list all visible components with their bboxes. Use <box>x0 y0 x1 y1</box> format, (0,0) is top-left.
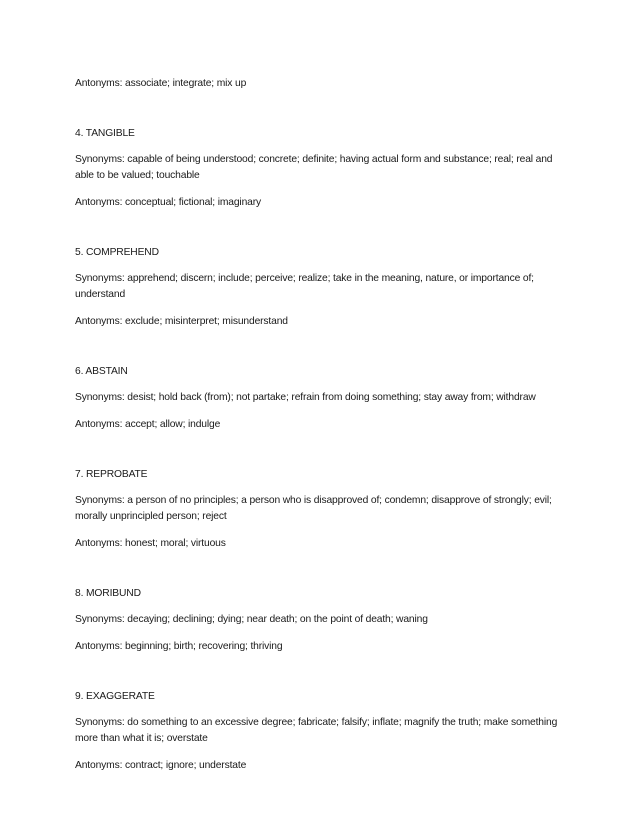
entry-synonyms: Synonyms: capable of being understood; concrete; definite; having actual form and substance; real; real and able to be valued; touchable <box>75 154 553 181</box>
intro-antonyms: Antonyms: associate; integrate; mix up <box>75 78 247 89</box>
document-page <box>75 76 570 774</box>
entry-comprehend <box>75 245 570 330</box>
entry-title: 5. COMPREHEND <box>75 247 159 258</box>
entry-synonyms: Synonyms: desist; hold back (from); not partake; refrain from doing something; stay away from; withdraw <box>75 392 536 403</box>
entry-title: 4. TANGIBLE <box>75 128 135 139</box>
entry-antonyms: Antonyms: contract; ignore; understate <box>75 760 247 771</box>
entry-synonyms: Synonyms: do something to an excessive degree; fabricate; falsify; inflate; magnify the truth; make something more than what it is; overstate <box>75 717 558 744</box>
entry-abstain <box>75 364 570 433</box>
entry-moribund <box>75 586 570 655</box>
entry-synonyms: Synonyms: decaying; declining; dying; near death; on the point of death; waning <box>75 614 428 625</box>
entry-title: 9. EXAGGERATE <box>75 691 155 702</box>
entry-antonyms: Antonyms: beginning; birth; recovering; thriving <box>75 641 283 652</box>
entry-synonyms: Synonyms: apprehend; discern; include; perceive; realize; take in the meaning, nature, or importance of; understand <box>75 273 534 300</box>
entry-exaggerate <box>75 689 570 774</box>
entry-antonyms: Antonyms: exclude; misinterpret; misunderstand <box>75 316 288 327</box>
entry-tangible <box>75 126 570 211</box>
entry-antonyms: Antonyms: conceptual; fictional; imaginary <box>75 197 262 208</box>
entry-antonyms: Antonyms: honest; moral; virtuous <box>75 538 226 549</box>
entry-reprobate <box>75 467 570 552</box>
entry-title: 6. ABSTAIN <box>75 366 128 377</box>
entry-title: 8. MORIBUND <box>75 588 141 599</box>
entry-antonyms: Antonyms: accept; allow; indulge <box>75 419 221 430</box>
entry-title: 7. REPROBATE <box>75 469 148 480</box>
entry-synonyms: Synonyms: a person of no principles; a person who is disapproved of; condemn; disapprove of strongly; evil; morally unprincipled person; reject <box>75 495 552 522</box>
